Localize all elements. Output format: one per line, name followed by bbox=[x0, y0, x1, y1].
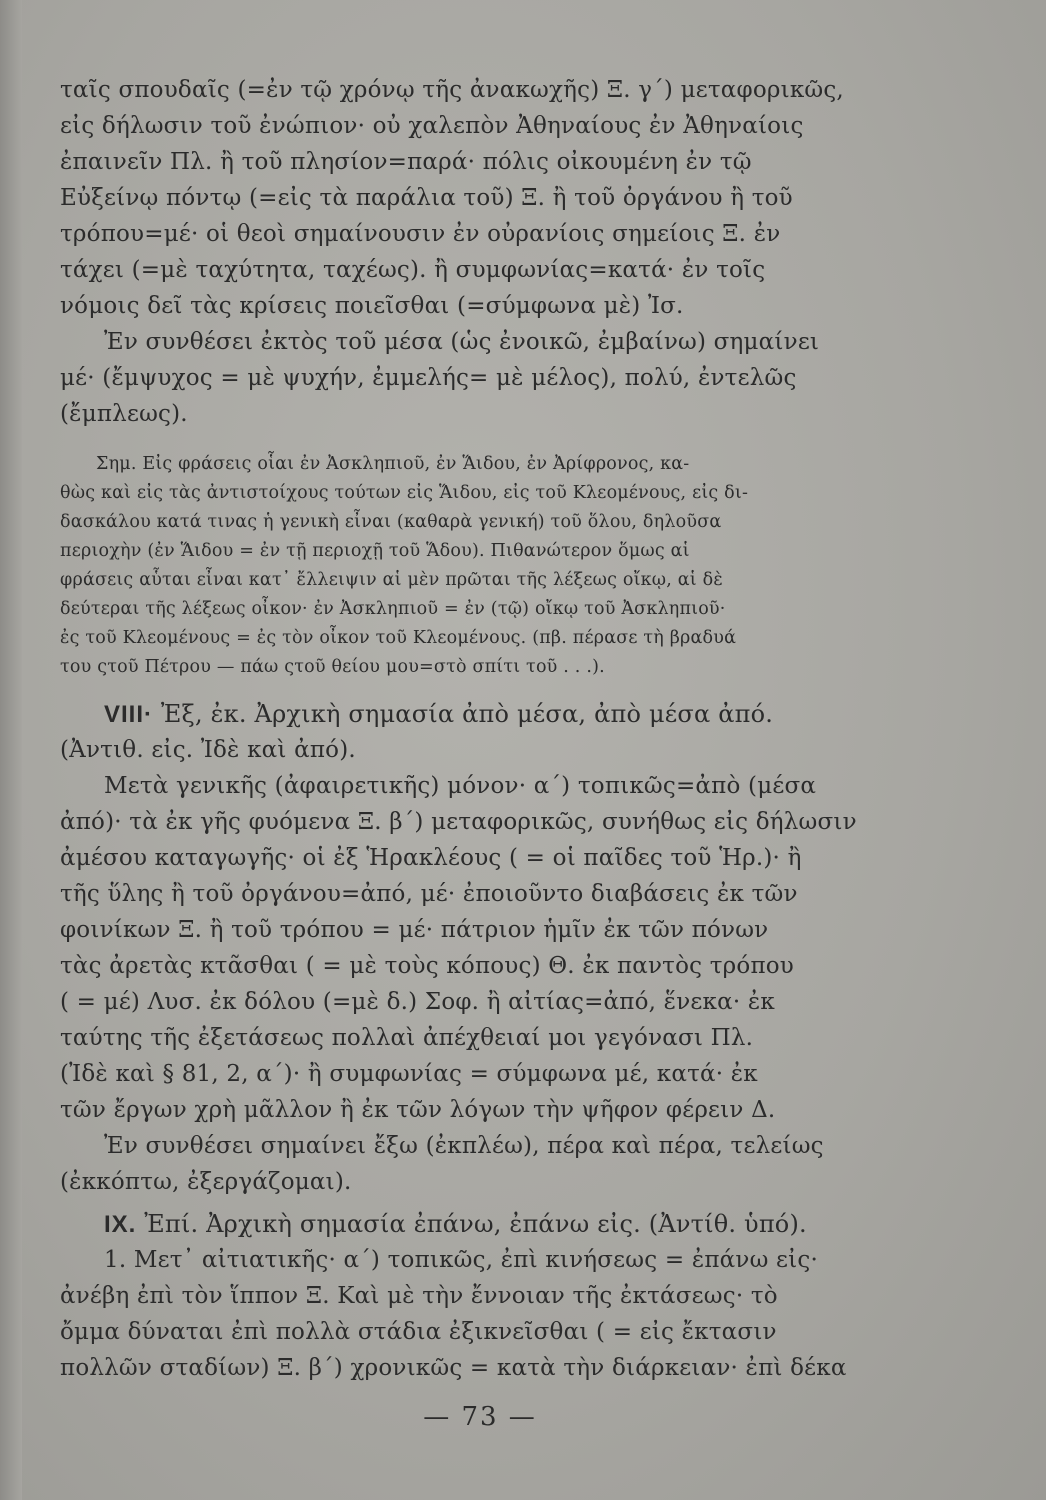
text-line: Μετὰ γενικῆς (ἀφαιρετικῆς) μόνον· α΄) τοπικῶς=ἀπὸ (μέσα bbox=[104, 773, 817, 799]
text-line: ταῖς σπουδαῖς (=ἐν τῷ χρόνῳ τῆς ἀνακωχῆς) Ξ. γ΄) μεταφορικῶς, bbox=[60, 77, 844, 103]
text-line: τῆς ὕλης ἢ τοῦ ὀργάνου=ἀπό, μέ· ἐποιοῦντο διαβάσεις ἐκ τῶν bbox=[60, 881, 798, 907]
page-number: — 73 — bbox=[423, 1402, 537, 1432]
text-line: Εὐξείνῳ πόντῳ (=εἰς τὰ παράλια τοῦ) Ξ. ἢ τοῦ ὀργάνου ἢ τοῦ bbox=[60, 185, 793, 211]
text-line: ἐπαινεῖν Πλ. ἢ τοῦ πλησίον=παρά· πόλις οἰκουμένη ἐν τῷ bbox=[60, 149, 752, 175]
text-line: ἀμέσου καταγωγῆς· οἱ ἐξ Ἡρακλέους ( = οἱ παῖδες τοῦ Ἡρ.)· ἢ bbox=[60, 845, 802, 871]
note-line: φράσεις αὗται εἶναι κατ᾿ ἔλλειψιν αἱ μὲν πρῶται τῆς λέξεως οἴκῳ, αἱ δὲ bbox=[60, 570, 723, 590]
text-line: 1. Μετ᾿ αἰτιατικῆς· α΄) τοπικῶς, ἐπὶ κινήσεως = ἐπάνω εἰς· bbox=[104, 1247, 818, 1273]
text-line: τρόπου=μέ· οἱ θεοὶ σημαίνουσιν ἐν οὐρανίοις σημείοις Ξ. ἐν bbox=[60, 221, 781, 247]
text-line: ἀνέβη ἐπὶ τὸν ἵππον Ξ. Καὶ μὲ τὴν ἔννοιαν τῆς ἐκτάσεως· τὸ bbox=[60, 1283, 778, 1309]
text-line: νόμοις δεῖ τὰς κρίσεις ποιεῖσθαι (=σύμφωνα μὲ) Ἰσ. bbox=[60, 293, 684, 319]
section-ix bbox=[60, 1206, 928, 1386]
section-heading-text: Ἐπί. Ἀρχικὴ σημασία ἐπάνω, ἐπάνω εἰς. (Ἀντίθ. ὑπό). bbox=[144, 1210, 807, 1238]
text-line: τὰς ἀρετὰς κτᾶσθαι ( = μὲ τοὺς κόπους) Θ. ἐκ παντὸς τρόπου bbox=[60, 953, 794, 979]
text-line: εἰς δήλωσιν τοῦ ἐνώπιον· οὐ χαλεπὸν Ἀθηναίους ἐν Ἀθηναίοις bbox=[60, 113, 804, 139]
text-line: (ἔμπλεως). bbox=[60, 401, 188, 427]
text-line: (Ἰδὲ καὶ § 81, 2, α΄)· ἢ συμφωνίας = σύμφωνα μέ, κατά· ἐκ bbox=[60, 1061, 758, 1087]
section-heading-text: Ἐξ, ἐκ. Ἀρχικὴ σημασία ἀπὸ μέσα, ἀπὸ μέσα ἀπό. bbox=[160, 700, 774, 728]
text-block bbox=[60, 72, 928, 1386]
text-line: ὄμμα δύναται ἐπὶ πολλὰ στάδια ἐξικνεῖσθαι ( = εἰς ἔκτασιν bbox=[60, 1319, 777, 1345]
section-heading bbox=[60, 696, 928, 732]
note-line: δεύτεραι τῆς λέξεως οἶκον· ἐν Ἀσκληπιοῦ = ἐν (τῷ) οἴκῳ τοῦ Ἀσκληπιοῦ· bbox=[60, 599, 726, 619]
section-viii bbox=[60, 696, 928, 1200]
note-block bbox=[60, 450, 928, 682]
text-line: τάχει (=μὲ ταχύτητα, ταχέως). ἢ συμφωνίας=κατά· ἐν τοῖς bbox=[60, 257, 766, 283]
text-line: ἀπό)· τὰ ἐκ γῆς φυόμενα Ξ. β΄) μεταφορικῶς, συνήθως εἰς δήλωσιν bbox=[60, 809, 857, 835]
note-line: του ςτοῦ Πέτρου — πάω ςτοῦ θείου μου=στὸ σπίτι τοῦ . . .). bbox=[60, 657, 605, 677]
section-number: IX. bbox=[104, 1211, 137, 1238]
text-line: (Ἀντιθ. εἰς. Ἰδὲ καὶ ἀπό). bbox=[60, 737, 356, 763]
text-line: τῶν ἔργων χρὴ μᾶλλον ἢ ἐκ τῶν λόγων τὴν ψῆφον φέρειν Δ. bbox=[60, 1097, 776, 1123]
text-line: πολλῶν σταδίων) Ξ. β΄) χρονικῶς = κατὰ τὴν διάρκειαν· ἐπὶ δέκα bbox=[60, 1355, 847, 1381]
text-line: φοινίκων Ξ. ἢ τοῦ τρόπου = μέ· πάτριον ἡμῖν ἐκ τῶν πόνων bbox=[60, 917, 769, 943]
text-line: (ἐκκόπτω, ἐξεργάζομαι). bbox=[60, 1169, 352, 1195]
section-number: VIII· bbox=[104, 701, 154, 728]
text-line: ταύτης τῆς ἐξετάσεως πολλαὶ ἀπέχθειαί μοι γεγόνασι Πλ. bbox=[60, 1025, 754, 1051]
text-line: ( = μέ) Λυσ. ἐκ δόλου (=μὲ δ.) Σοφ. ἢ αἰτίας=ἀπό, ἕνεκα· ἐκ bbox=[60, 989, 775, 1015]
text-line: Ἐν συνθέσει ἐκτὸς τοῦ μέσα (ὡς ἐνοικῶ, ἐμβαίνω) σημαίνει bbox=[104, 329, 820, 355]
page-spine-shadow bbox=[0, 0, 22, 1500]
note-line: Σημ. Εἰς φράσεις οἷαι ἐν Ἀσκληπιοῦ, ἐν Ἅιδου, ἐν Ἀρίφρονος, κα- bbox=[96, 454, 690, 474]
text-line: μέ· (ἔμψυχος = μὲ ψυχήν, ἐμμελής= μὲ μέλος), πολύ, ἐντελῶς bbox=[60, 365, 797, 391]
note-line: περιοχὴν (ἐν Ἅιδου = ἐν τῇ περιοχῇ τοῦ Ἅδου). Πιθανώτερον ὅμως αἱ bbox=[60, 541, 690, 561]
section-heading bbox=[60, 1206, 928, 1242]
note-line: δασκάλου κατά τινας ἡ γενικὴ εἶναι (καθαρὰ γενική) τοῦ ὅλου, δηλοῦσα bbox=[60, 512, 722, 532]
text-line: Ἐν συνθέσει σημαίνει ἔξω (ἐκπλέω), πέρα καὶ πέρα, τελείως bbox=[104, 1133, 824, 1159]
note-line: ἐς τοῦ Κλεομένους = ἐς τὸν οἶκον τοῦ Κλεομένους. (πβ. πέρασε τὴ βραδυά bbox=[60, 628, 737, 648]
note-line: θὼς καὶ εἰς τὰς ἀντιστοίχους τούτων εἰς Ἅιδου, εἰς τοῦ Κλεομένους, εἰς δι- bbox=[60, 483, 749, 503]
